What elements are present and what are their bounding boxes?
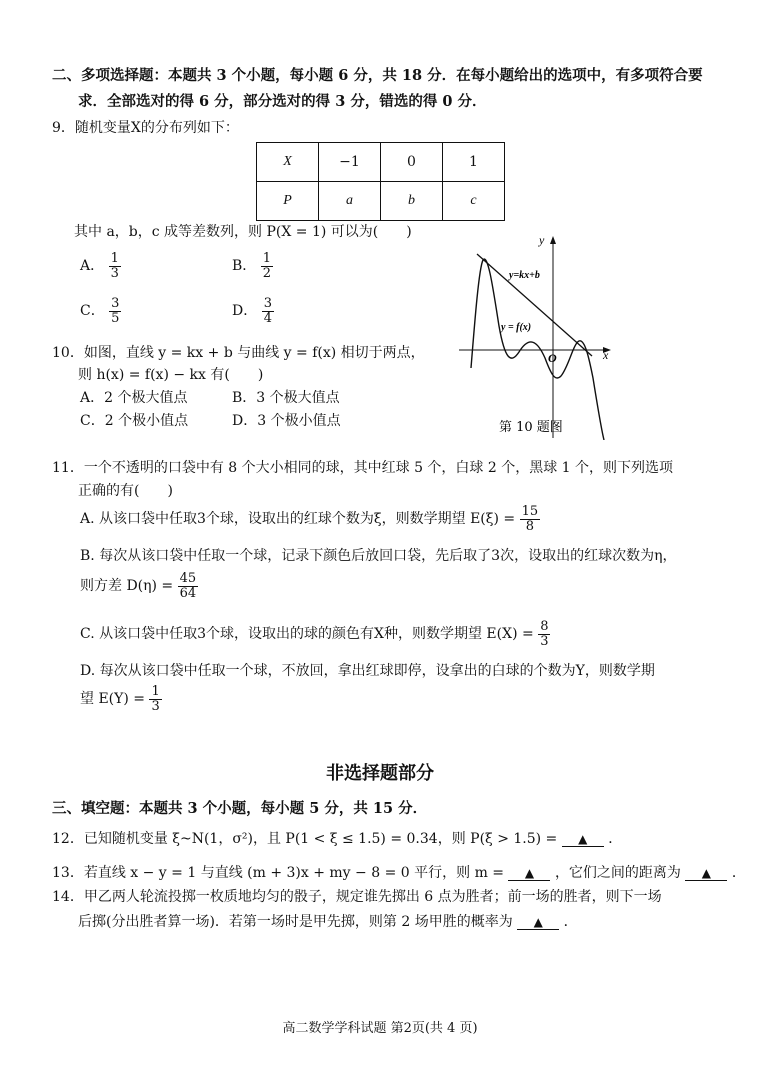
q14-line2 [78, 911, 578, 931]
curve-label: y = f(x) [501, 322, 532, 333]
nonchoice-title: 非选择题部分 [326, 763, 434, 784]
q9-stem: 9．随机变量X的分布列如下： [52, 120, 239, 136]
denominator: 2 [262, 265, 272, 281]
denominator: 3 [151, 698, 160, 714]
q10-stem: 10．如图，直线 y = kx + b 与曲线 y = f(x) 相切于两点， [52, 345, 425, 361]
figure-caption: 第 10 题图 [499, 420, 563, 435]
q9-condition: 其中 a，b，c 成等差数列，则 P(X = 1) 可以为( ) [74, 224, 412, 240]
q12-answer-blank[interactable]: ▲ [562, 832, 604, 847]
section2-line1: 二、多项选择题：本题共 3 个小题，每小题 6 分，共 18 分．在每小题给出的选项中，有多项符合要 [52, 67, 703, 84]
option-text: C. 从该口袋中任取3个球，设取出的球的颜色有X种，则数学期望 E(X) = [80, 626, 534, 643]
fraction [109, 252, 121, 280]
option-letter: C． [80, 303, 105, 320]
q11-stem2: 正确的有( ) [78, 483, 173, 499]
q11-option-d-line2 [80, 685, 162, 713]
denominator: 3 [110, 265, 119, 281]
q10-option-c[interactable]: C．2 个极小值点 [80, 413, 189, 429]
q14-answer-blank[interactable]: ▲ [517, 915, 559, 930]
q13-answer-blank-2[interactable]: ▲ [685, 866, 727, 881]
q10-figure [455, 228, 620, 440]
numerator: 1 [151, 684, 160, 699]
fraction [178, 572, 199, 600]
q14-end: ． [563, 914, 578, 930]
table-cell: a [319, 182, 381, 221]
fraction [262, 297, 274, 325]
option-text: 望 E(Y) = [80, 691, 146, 708]
option-text: B. 每次从该口袋中任取一个球，记录下颜色后放回口袋，先后取了3次，设取出的红球次数为η， [80, 548, 677, 564]
numerator: 1 [262, 251, 272, 266]
q13-answer-blank-1[interactable]: ▲ [508, 866, 550, 881]
option-letter: B． [232, 258, 257, 275]
fraction [520, 505, 541, 533]
q14-line1: 14．甲乙两人轮流投掷一枚质地均匀的骰子，规定谁先掷出 6 点为胜者；前一场的胜者，则下一场 [52, 889, 662, 905]
q12 [52, 828, 622, 848]
denominator: 64 [179, 585, 197, 601]
table-cell: 1 [443, 143, 505, 182]
option-letter: D． [232, 303, 258, 320]
q11-option-c[interactable] [80, 620, 550, 648]
numerator: 3 [111, 296, 120, 311]
section3-header: 三、填空题：本题共 3 个小题，每小题 5 分，共 15 分． [52, 800, 428, 817]
numerator: 3 [263, 296, 272, 311]
y-axis-arrow [550, 236, 556, 244]
option-text: A. 从该口袋中任取3个球，设取出的红球个数为ξ，则数学期望 E(ξ) = [80, 511, 516, 528]
q13-end: ． [731, 865, 746, 881]
line-label: y=kx+b [509, 270, 540, 281]
origin-label: O [548, 351, 557, 365]
q11-option-b[interactable] [80, 545, 676, 565]
q10-stem2: 则 h(x) = f(x) − kx 有( ) [78, 367, 264, 383]
q12-text: 12．已知随机变量 ξ~N(1，σ²)，且 P(1 < ξ ≤ 1.5) = 0.34，则 P(ξ > 1.5) = [52, 831, 558, 847]
q11-stem: 11．一个不透明的口袋中有 8 个大小相同的球，其中红球 5 个，白球 2 个，黑球 1 个，则下列选项 [52, 460, 674, 476]
numerator: 1 [110, 251, 119, 266]
denominator: 8 [525, 518, 534, 534]
denominator: 4 [263, 310, 272, 326]
q13-mid: ，它们之间的距离为 [554, 865, 681, 881]
q9-option-b[interactable] [232, 252, 273, 280]
fraction [538, 620, 550, 648]
q9-option-d[interactable] [232, 297, 274, 325]
q11-option-d[interactable] [80, 660, 655, 680]
y-axis-label: y [539, 233, 545, 247]
table-cell: P [257, 182, 319, 221]
q10-option-a[interactable]: A．2 个极大值点 [80, 390, 188, 406]
table-row [257, 182, 505, 221]
q9-option-a[interactable] [80, 252, 121, 280]
fraction [149, 685, 161, 713]
option-text: D. 每次从该口袋中任取一个球，不放回，拿出红球即停，设拿出的白球的个数为Y，则数学期 [80, 663, 655, 679]
table-cell: −1 [319, 143, 381, 182]
table-row [257, 143, 505, 182]
q10-option-d[interactable]: D．3 个极小值点 [232, 413, 341, 429]
page-footer: 高二数学学科试题 第2页(共 4 页) [282, 1021, 478, 1036]
q14-text: 后掷(分出胜者算一场)．若第一场时是甲先掷，则第 2 场甲胜的概率为 [78, 914, 513, 930]
section2-line2: 求．全部选对的得 6 分，部分选对的得 3 分，错选的得 0 分． [78, 93, 487, 110]
q11-option-a[interactable] [80, 505, 540, 533]
distribution-table [256, 142, 505, 221]
fraction [261, 252, 273, 280]
q10-option-b[interactable]: B．3 个极大值点 [232, 390, 340, 406]
table-cell: X [257, 143, 319, 182]
fraction [109, 297, 121, 325]
numerator: 8 [540, 619, 549, 634]
numerator: 45 [179, 571, 197, 586]
table-cell: b [381, 182, 443, 221]
option-text: 则方差 D(η) = [80, 578, 174, 595]
table-cell: 0 [381, 143, 443, 182]
q12-end: ． [608, 831, 623, 847]
numerator: 15 [521, 504, 539, 519]
q13-text: 13．若直线 x − y = 1 与直线 (m + 3)x + my − 8 = 0 平行，则 m = [52, 865, 505, 881]
table-cell: c [443, 182, 505, 221]
denominator: 3 [540, 633, 549, 649]
x-axis-label: x [603, 348, 609, 362]
q13 [52, 862, 746, 882]
q11-option-b-line2 [80, 572, 198, 600]
denominator: 5 [111, 310, 120, 326]
q9-option-c[interactable] [80, 297, 121, 325]
option-letter: A． [80, 258, 105, 275]
